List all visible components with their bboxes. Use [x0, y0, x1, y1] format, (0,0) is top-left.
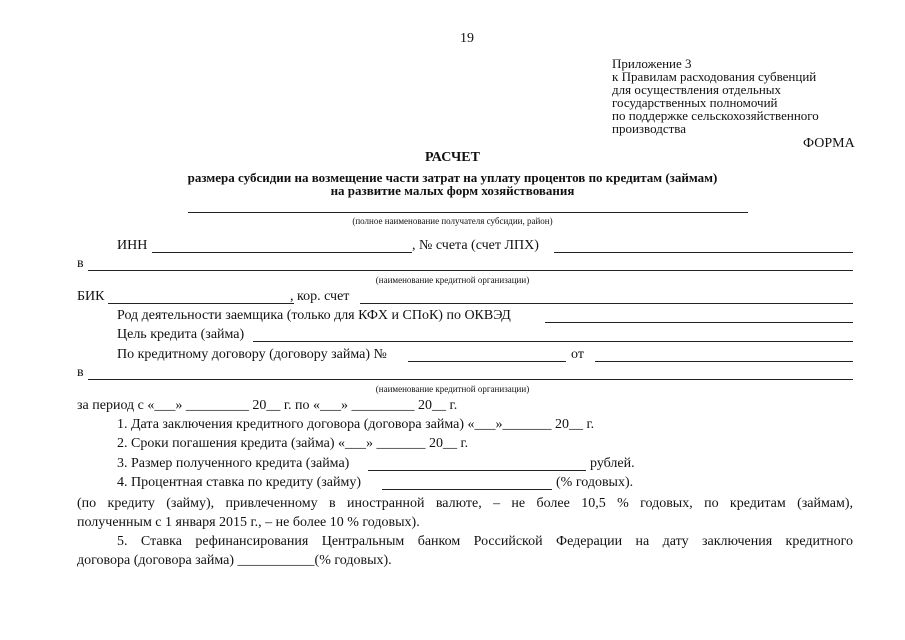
purpose-line — [253, 341, 853, 342]
appendix-line: Приложение 3 — [612, 56, 692, 71]
appendix-line: к Правилам расходования субвенций — [612, 69, 817, 84]
agreement-number-line — [408, 361, 566, 362]
agreement-date-line — [595, 361, 853, 362]
item-4-label: 4. Процентная ставка по кредиту (займу) — [117, 475, 361, 490]
recipient-line — [188, 212, 748, 213]
kor-account-line — [360, 303, 853, 304]
period-line: за период с «___» _________ 20__ г. по «___» _________ 20__ г. — [77, 398, 458, 413]
document-subtitle-line2: на развитие малых форм хозяйствования — [330, 183, 575, 198]
account-label: , № счета (счет ЛПХ) — [412, 238, 539, 253]
document-subtitle-line1: размера субсидии на возмещение части затрат на уплату процентов по кредитам (займам) — [187, 170, 718, 185]
item-2: 2. Сроки погашения кредита (займа) «___» _______ 20__ г. — [117, 436, 469, 451]
inn-label: ИНН — [117, 238, 148, 253]
item-4-unit: (% годовых). — [556, 475, 634, 490]
appendix-line: производства — [612, 121, 687, 136]
bank-prefix: в — [77, 256, 84, 271]
inn-line — [152, 252, 412, 253]
bank-caption-2: (наименование кредитной организации) — [375, 384, 530, 394]
activity-label: Род деятельности заемщика (только для КФХ и СПоК) по ОКВЭД — [117, 308, 511, 323]
account-line — [554, 252, 853, 253]
page-number: 19 — [460, 31, 474, 46]
appendix-line: государственных полномочий — [612, 95, 778, 110]
agreement-from-label: от — [571, 347, 584, 362]
item-3-label: 3. Размер полученного кредита (займа) — [117, 456, 350, 471]
kor-account-label: , кор. счет — [290, 289, 350, 304]
bik-label: БИК — [77, 289, 105, 304]
rate-note-line1: (по кредиту (займу), привлеченному в иностранной валюте, – не более 10,5 % годовых, по кредитам (займам), — [77, 496, 853, 511]
bank-caption: (наименование кредитной организации) — [375, 275, 530, 285]
bik-line — [108, 303, 294, 304]
item-4-line — [382, 489, 552, 490]
agreement-label: По кредитному договору (договору займа) № — [117, 347, 387, 362]
appendix-line: для осуществления отдельных — [612, 82, 782, 97]
item-5-line2: договора (договора займа) ___________(% годовых). — [77, 553, 392, 568]
recipient-caption: (полное наименование получателя субсидии, район) — [352, 216, 553, 226]
item-1: 1. Дата заключения кредитного договора (договора займа) «___»_______ 20__ г. — [117, 417, 595, 432]
bank-line — [88, 270, 853, 271]
bank-line-2 — [88, 379, 853, 380]
rate-note-line2: полученным с 1 января 2015 г., – не более 10 % годовых). — [77, 515, 420, 530]
bank-prefix-2: в — [77, 365, 84, 380]
activity-line — [545, 322, 853, 323]
item-3-line — [368, 470, 586, 471]
appendix-line: по поддержке сельскохозяйственного — [612, 108, 819, 123]
document-title: РАСЧЕТ — [425, 150, 480, 165]
item-3-unit: рублей. — [590, 456, 635, 471]
item-5-line1: 5. Ставка рефинансирования Центральным банком Российской Федерации на дату заключения кредитного — [117, 534, 853, 549]
appendix-block — [612, 57, 819, 135]
forma-label: ФОРМА — [803, 136, 855, 151]
purpose-label: Цель кредита (займа) — [117, 327, 245, 342]
